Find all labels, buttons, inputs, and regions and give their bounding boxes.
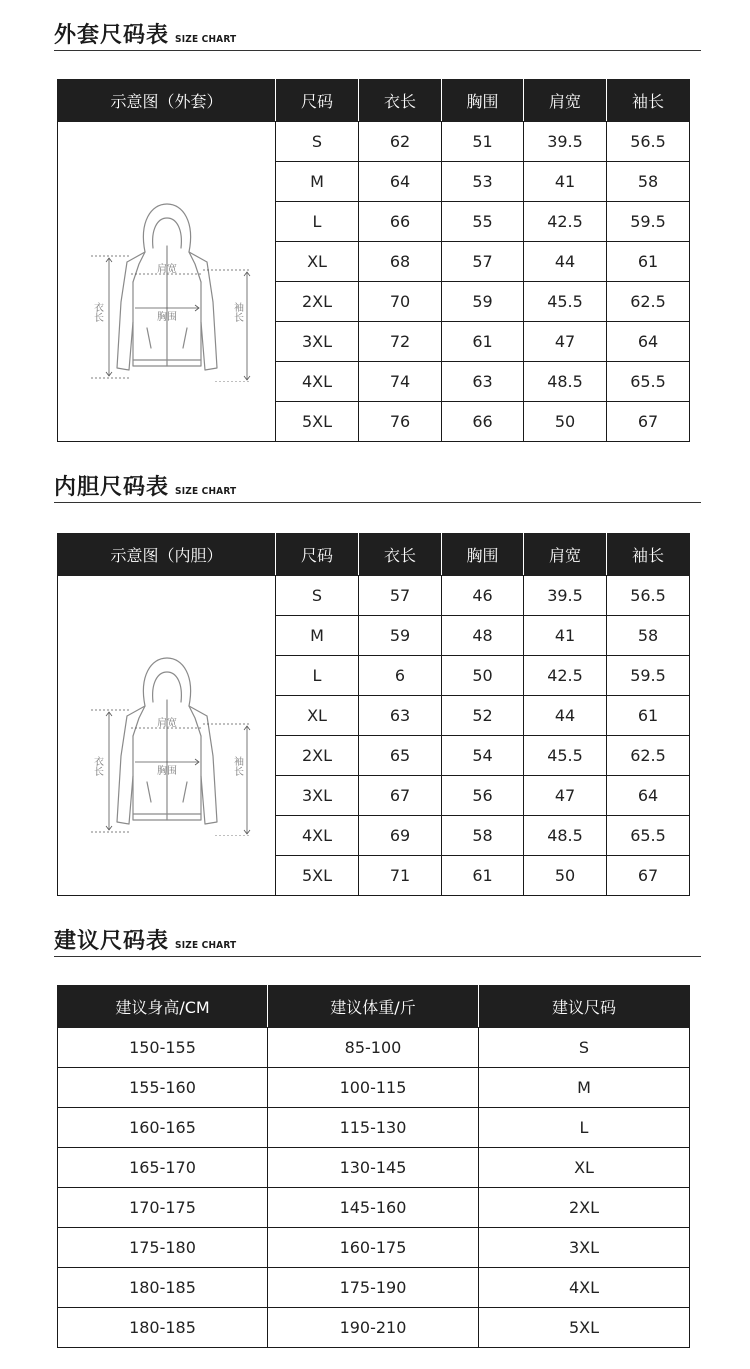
diagram-cell — [58, 122, 276, 442]
table-cell: 57 — [359, 576, 442, 616]
table-cell: 70 — [359, 282, 442, 322]
table-cell: 76 — [359, 402, 442, 442]
table-cell: 180-185 — [58, 1308, 268, 1348]
table-cell: 190-210 — [268, 1308, 479, 1348]
table-cell: 48.5 — [524, 816, 607, 856]
table-cell: 66 — [359, 202, 442, 242]
header-size: 尺码 — [276, 534, 359, 576]
table-cell: 59 — [359, 616, 442, 656]
table-cell: 41 — [524, 162, 607, 202]
table-cell: 45.5 — [524, 282, 607, 322]
table-cell: 61 — [607, 242, 690, 282]
table-cell: 67 — [359, 776, 442, 816]
table-cell: 58 — [607, 616, 690, 656]
section-header-recommend — [54, 924, 701, 957]
table-cell: 53 — [442, 162, 524, 202]
section-subtitle: SIZE CHART — [175, 486, 237, 497]
table-cell: 175-190 — [268, 1268, 479, 1308]
table-cell: 2XL — [276, 736, 359, 776]
jacket-diagram-icon — [67, 636, 267, 836]
table-cell: S — [479, 1028, 690, 1068]
table-cell: 59.5 — [607, 656, 690, 696]
table-cell: 65 — [359, 736, 442, 776]
table-cell: 74 — [359, 362, 442, 402]
table-cell: 180-185 — [58, 1268, 268, 1308]
table-cell: L — [276, 202, 359, 242]
table-cell: 64 — [359, 162, 442, 202]
table-cell: 62.5 — [607, 282, 690, 322]
table-cell: 71 — [359, 856, 442, 896]
table-cell: S — [276, 576, 359, 616]
header-sleeve: 袖长 — [607, 80, 690, 122]
table-cell: 2XL — [479, 1188, 690, 1228]
table-row — [58, 1188, 690, 1228]
table-cell: 39.5 — [524, 122, 607, 162]
header-diagram: 示意图（内胆） — [58, 534, 276, 576]
table-row — [58, 1308, 690, 1348]
table-cell: 48.5 — [524, 362, 607, 402]
table-cell: 46 — [442, 576, 524, 616]
table-row — [58, 1028, 690, 1068]
table-cell: 47 — [524, 776, 607, 816]
diagram-cell — [58, 576, 276, 896]
table-cell: 150-155 — [58, 1028, 268, 1068]
table-cell: M — [479, 1068, 690, 1108]
table-cell: 115-130 — [268, 1108, 479, 1148]
table-cell: L — [276, 656, 359, 696]
header-length: 衣长 — [359, 534, 442, 576]
table-cell: 64 — [607, 322, 690, 362]
table-cell: 61 — [442, 856, 524, 896]
table-cell: 61 — [607, 696, 690, 736]
table-cell: 63 — [359, 696, 442, 736]
table-cell: 50 — [442, 656, 524, 696]
header-shoulder: 肩宽 — [524, 80, 607, 122]
table-cell: 66 — [442, 402, 524, 442]
table-cell: 68 — [359, 242, 442, 282]
table-cell: 54 — [442, 736, 524, 776]
table-cell: 155-160 — [58, 1068, 268, 1108]
table-cell: XL — [479, 1148, 690, 1188]
table-cell: 62.5 — [607, 736, 690, 776]
header-chest: 胸围 — [442, 80, 524, 122]
table-cell: 55 — [442, 202, 524, 242]
table-row — [58, 1148, 690, 1188]
table-cell: 72 — [359, 322, 442, 362]
header-recommended-size: 建议尺码 — [479, 986, 690, 1028]
inner-size-table — [57, 533, 690, 896]
table-cell: 63 — [442, 362, 524, 402]
section-title: 内胆尺码表 — [54, 475, 170, 500]
outer-size-table — [57, 79, 690, 442]
table-cell: XL — [276, 242, 359, 282]
table-cell: 51 — [442, 122, 524, 162]
table-row — [58, 1268, 690, 1308]
table-cell: 47 — [524, 322, 607, 362]
table-cell: 67 — [607, 402, 690, 442]
table-cell: 44 — [524, 696, 607, 736]
table-cell: 100-115 — [268, 1068, 479, 1108]
table-cell: S — [276, 122, 359, 162]
label-shoulder: 肩宽 — [156, 717, 177, 729]
label-chest: 胸围 — [156, 311, 177, 323]
header-weight: 建议体重/斤 — [268, 986, 479, 1028]
header-height: 建议身高/CM — [58, 986, 268, 1028]
table-cell: M — [276, 616, 359, 656]
section-title: 外套尺码表 — [54, 23, 170, 48]
table-cell: 57 — [442, 242, 524, 282]
jacket-diagram-icon — [67, 182, 267, 382]
table-cell: 50 — [524, 856, 607, 896]
table-cell: 39.5 — [524, 576, 607, 616]
table-cell: 5XL — [276, 856, 359, 896]
table-cell: 4XL — [479, 1268, 690, 1308]
table-cell: 64 — [607, 776, 690, 816]
table-cell: 4XL — [276, 362, 359, 402]
table-cell: 56 — [442, 776, 524, 816]
table-cell: 56.5 — [607, 122, 690, 162]
label-sleeve: 袖长 — [231, 301, 242, 322]
table-cell: 69 — [359, 816, 442, 856]
table-cell: 42.5 — [524, 202, 607, 242]
header-diagram: 示意图（外套） — [58, 80, 276, 122]
table-cell: 3XL — [479, 1228, 690, 1268]
section-header-inner — [54, 470, 701, 503]
table-cell: 160-165 — [58, 1108, 268, 1148]
table-cell: 45.5 — [524, 736, 607, 776]
table-cell: 61 — [442, 322, 524, 362]
table-cell: 2XL — [276, 282, 359, 322]
table-cell: 85-100 — [268, 1028, 479, 1068]
table-cell: 65.5 — [607, 816, 690, 856]
table-cell: M — [276, 162, 359, 202]
table-cell: 58 — [442, 816, 524, 856]
table-row — [58, 122, 690, 162]
label-shoulder: 肩宽 — [156, 263, 177, 275]
table-row — [58, 576, 690, 616]
table-cell: 175-180 — [58, 1228, 268, 1268]
table-cell: 145-160 — [268, 1188, 479, 1228]
table-cell: 65.5 — [607, 362, 690, 402]
table-cell: 62 — [359, 122, 442, 162]
table-cell: 5XL — [479, 1308, 690, 1348]
table-cell: 44 — [524, 242, 607, 282]
section-subtitle: SIZE CHART — [175, 34, 237, 45]
table-cell: 42.5 — [524, 656, 607, 696]
section-subtitle: SIZE CHART — [175, 940, 237, 951]
label-chest: 胸围 — [156, 765, 177, 777]
header-length: 衣长 — [359, 80, 442, 122]
table-row — [58, 1228, 690, 1268]
table-cell: XL — [276, 696, 359, 736]
table-cell: 52 — [442, 696, 524, 736]
table-row — [58, 1108, 690, 1148]
table-cell: 4XL — [276, 816, 359, 856]
header-shoulder: 肩宽 — [524, 534, 607, 576]
table-cell: 5XL — [276, 402, 359, 442]
table-cell: 59.5 — [607, 202, 690, 242]
header-size: 尺码 — [276, 80, 359, 122]
table-cell: 3XL — [276, 322, 359, 362]
table-cell: 160-175 — [268, 1228, 479, 1268]
table-cell: 58 — [607, 162, 690, 202]
label-length: 衣长 — [91, 301, 102, 322]
table-cell: 170-175 — [58, 1188, 268, 1228]
table-cell: L — [479, 1108, 690, 1148]
table-cell: 67 — [607, 856, 690, 896]
header-chest: 胸围 — [442, 534, 524, 576]
table-cell: 41 — [524, 616, 607, 656]
label-length: 衣长 — [91, 755, 102, 776]
table-cell: 165-170 — [58, 1148, 268, 1188]
table-row — [58, 1068, 690, 1108]
table-cell: 3XL — [276, 776, 359, 816]
table-cell: 59 — [442, 282, 524, 322]
table-cell: 6 — [359, 656, 442, 696]
label-sleeve: 袖长 — [231, 755, 242, 776]
section-header-outer — [54, 18, 701, 51]
table-cell: 56.5 — [607, 576, 690, 616]
table-cell: 50 — [524, 402, 607, 442]
header-sleeve: 袖长 — [607, 534, 690, 576]
recommend-size-table — [57, 985, 690, 1348]
section-title: 建议尺码表 — [54, 929, 170, 954]
table-cell: 130-145 — [268, 1148, 479, 1188]
table-cell: 48 — [442, 616, 524, 656]
